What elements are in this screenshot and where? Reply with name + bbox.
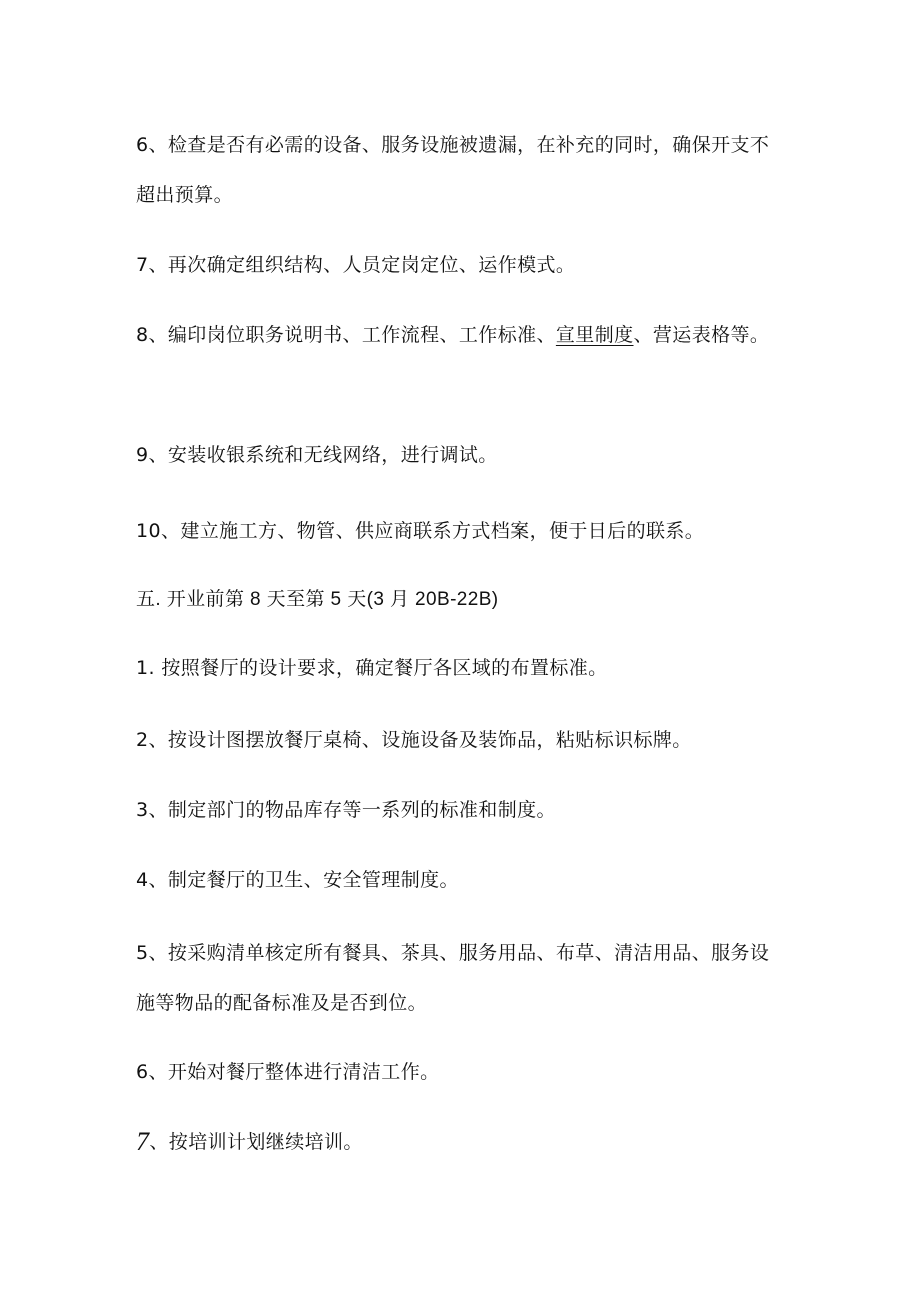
paragraph-item-7-organization bbox=[136, 243, 786, 287]
paragraph-text: 2、按设计图摆放餐厅桌椅、设施设备及装饰品，粘贴标识标牌。 bbox=[136, 729, 692, 751]
paragraph-item-1-layout-standard bbox=[136, 646, 786, 690]
paragraph-item-2-furniture bbox=[136, 718, 786, 762]
paragraph-number: 7 bbox=[136, 1127, 150, 1156]
paragraph-item-4-hygiene bbox=[136, 858, 786, 902]
paragraph-text: 7、再次确定组织结构、人员定岗定位、运作模式。 bbox=[136, 254, 576, 276]
paragraph-item-6-equipment-check bbox=[136, 120, 786, 220]
section-heading-text: 五. 开业前第 8 天至第 5 天(3 月 20B-22B) bbox=[136, 589, 499, 610]
paragraph-text: 1. 按照餐厅的设计要求，确定餐厅各区域的布置标准。 bbox=[136, 657, 608, 679]
paragraph-text: 4、制定餐厅的卫生、安全管理制度。 bbox=[136, 869, 459, 891]
paragraph-item-6-cleaning bbox=[136, 1050, 786, 1094]
paragraph-text-before: 8、编印岗位职务说明书、工作流程、工作标准、 bbox=[136, 324, 556, 346]
section-heading-five bbox=[136, 578, 786, 622]
paragraph-text: 3、制定部门的物品库存等一系列的标准和制度。 bbox=[136, 799, 556, 821]
paragraph-item-10-contacts bbox=[136, 509, 786, 553]
paragraph-text: 10、建立施工方、物管、供应商联系方式档案，便于日后的联系。 bbox=[136, 520, 705, 542]
paragraph-item-3-inventory bbox=[136, 788, 786, 832]
underlined-term: 宣里制度 bbox=[555, 324, 634, 346]
paragraph-item-8-documents bbox=[136, 310, 786, 360]
paragraph-item-7-training bbox=[136, 1120, 786, 1164]
paragraph-text: 5、按采购清单核定所有餐具、茶具、服务用品、布草、清洁用品、服务设施等物品的配备标准及是否到位。 bbox=[136, 942, 770, 1014]
paragraph-text: 、按培训计划继续培训。 bbox=[149, 1131, 363, 1153]
paragraph-item-9-cashier-system bbox=[136, 433, 786, 477]
paragraph-text: 6、开始对餐厅整体进行清洁工作。 bbox=[136, 1061, 440, 1083]
paragraph-text-after: 、营运表格等。 bbox=[633, 324, 770, 346]
paragraph-text: 9、安装收银系统和无线网络，进行调试。 bbox=[136, 444, 498, 466]
paragraph-item-5-procurement bbox=[136, 928, 786, 1028]
paragraph-text: 6、检查是否有必需的设备、服务设施被遗漏，在补充的同时，确保开支不超出预算。 bbox=[136, 134, 770, 206]
